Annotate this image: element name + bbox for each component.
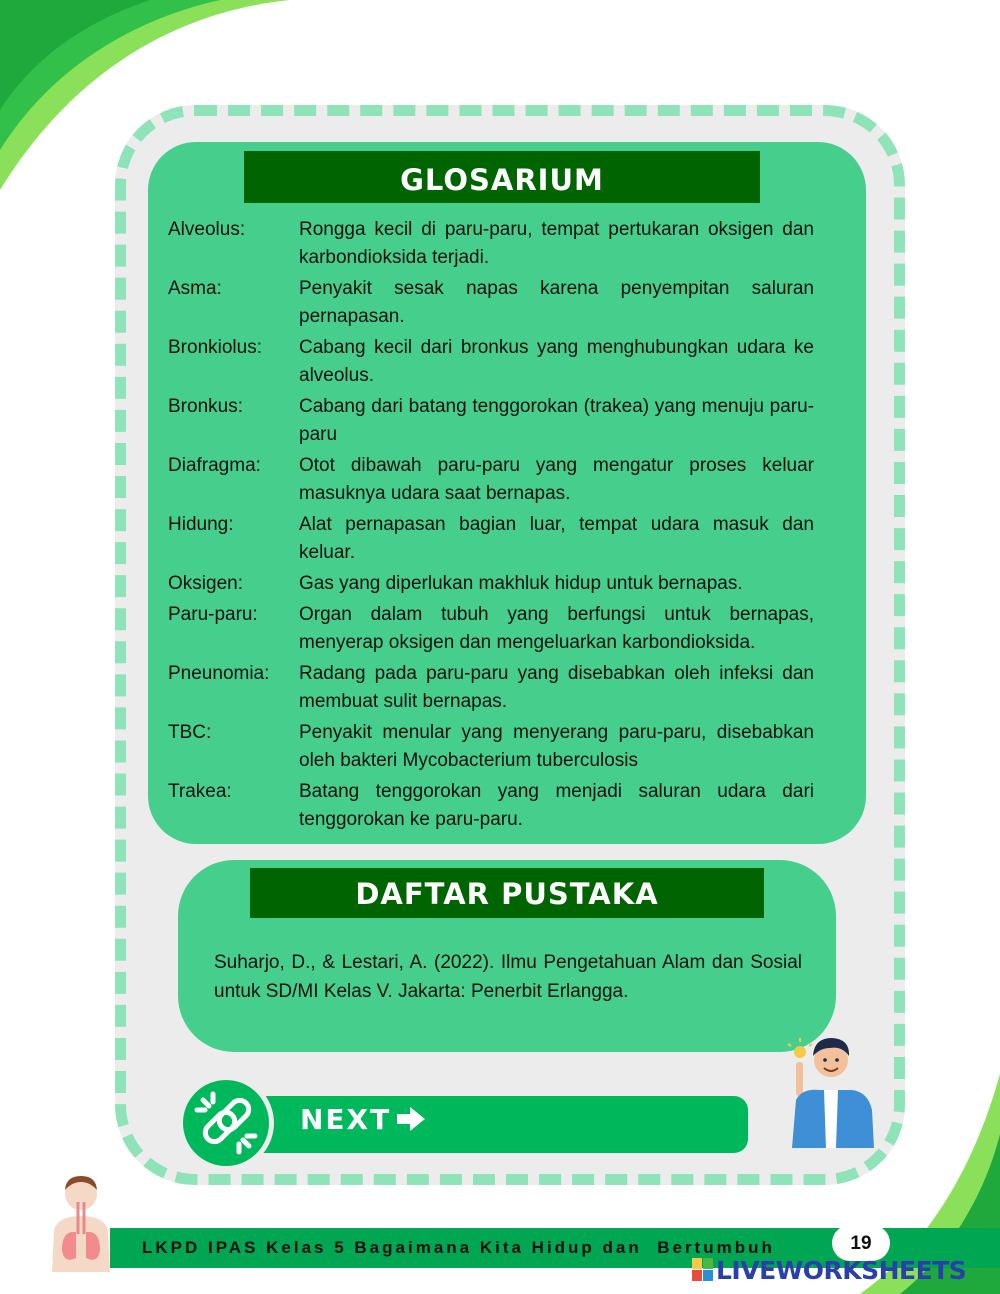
- glossary-entry: [168, 570, 814, 598]
- glossary-definition: Gas yang diperlukan makhluk hidup untuk bernapas.: [299, 573, 743, 594]
- respiratory-system-illustration: [48, 1172, 114, 1272]
- glossary-entry: [168, 511, 814, 567]
- glossary-definition: Cabang dari batang tenggorokan (trakea) yang menuju paru-paru: [299, 396, 814, 445]
- glossary-definition: Otot dibawah paru-paru yang mengatur proses keluar masuknya udara saat bernapas.: [299, 455, 814, 504]
- glosarium-list: [168, 216, 814, 837]
- daftar-pustaka-title: DAFTAR PUSTAKA: [250, 868, 764, 918]
- glossary-term: Trakea:: [168, 781, 232, 802]
- glossary-definition: Penyakit menular yang menyerang paru-paru, disebabkan oleh bakteri Mycobacterium tuberculosis: [299, 722, 814, 771]
- glossary-term: TBC:: [168, 722, 212, 743]
- glossary-entry: [168, 393, 814, 449]
- glossary-entry: [168, 334, 814, 390]
- glossary-term: Bronkiolus:: [168, 337, 262, 358]
- boy-idea-illustration: [782, 1030, 882, 1150]
- glossary-entry: [168, 275, 814, 331]
- glossary-entry: [168, 452, 814, 508]
- glossary-term: Asma:: [168, 278, 222, 299]
- glossary-term: Hidung:: [168, 514, 234, 535]
- glossary-entry: [168, 778, 814, 834]
- glossary-term: Diafragma:: [168, 455, 261, 476]
- glossary-term: Bronkus:: [168, 396, 243, 417]
- glossary-term: Alveolus:: [168, 219, 246, 240]
- glossary-entry: [168, 719, 814, 775]
- glossary-definition: Penyakit sesak napas karena penyempitan saluran pernapasan.: [299, 278, 814, 327]
- page-number: 19: [832, 1225, 890, 1261]
- glossary-entry: [168, 601, 814, 657]
- glossary-definition: Radang pada paru-paru yang disebabkan oleh infeksi dan membuat sulit bernapas.: [299, 663, 814, 712]
- glossary-entry: [168, 660, 814, 716]
- footer-title: LKPD IPAS Kelas 5 Bagaimana Kita Hidup dan Bertumbuh: [142, 1238, 775, 1257]
- glossary-definition: Batang tenggorokan yang menjadi saluran udara dari tenggorokan ke paru-paru.: [299, 781, 814, 830]
- link-icon: [183, 1080, 269, 1166]
- glosarium-title: GLOSARIUM: [244, 151, 760, 203]
- liveworksheets-logo-text[interactable]: LIVEWORKSHEETS: [716, 1256, 967, 1285]
- arrow-right-icon[interactable]: [397, 1107, 425, 1131]
- liveworksheets-logo-icon: [692, 1258, 714, 1282]
- glossary-definition: Cabang kecil dari bronkus yang menghubungkan udara ke alveolus.: [299, 337, 814, 386]
- next-link-circle[interactable]: [178, 1075, 274, 1171]
- glossary-definition: Rongga kecil di paru-paru, tempat pertukaran oksigen dan karbondioksida terjadi.: [299, 219, 814, 268]
- next-button-label[interactable]: NEXT: [300, 1103, 392, 1136]
- glossary-definition: Alat pernapasan bagian luar, tempat udara masuk dan keluar.: [299, 514, 814, 563]
- glossary-term: Paru-paru:: [168, 604, 258, 625]
- glossary-entry: [168, 216, 814, 272]
- glossary-term: Pneunomia:: [168, 663, 270, 684]
- glossary-term: Oksigen:: [168, 573, 243, 594]
- reference-text: Suharjo, D., & Lestari, A. (2022). Ilmu Pengetahuan Alam dan Sosial untuk SD/MI Kelas V. Jakarta: Penerbit Erlangga.: [214, 952, 802, 1002]
- glossary-definition: Organ dalam tubuh yang berfungsi untuk bernapas, menyerap oksigen dan mengeluarkan karbondioksida.: [299, 604, 814, 653]
